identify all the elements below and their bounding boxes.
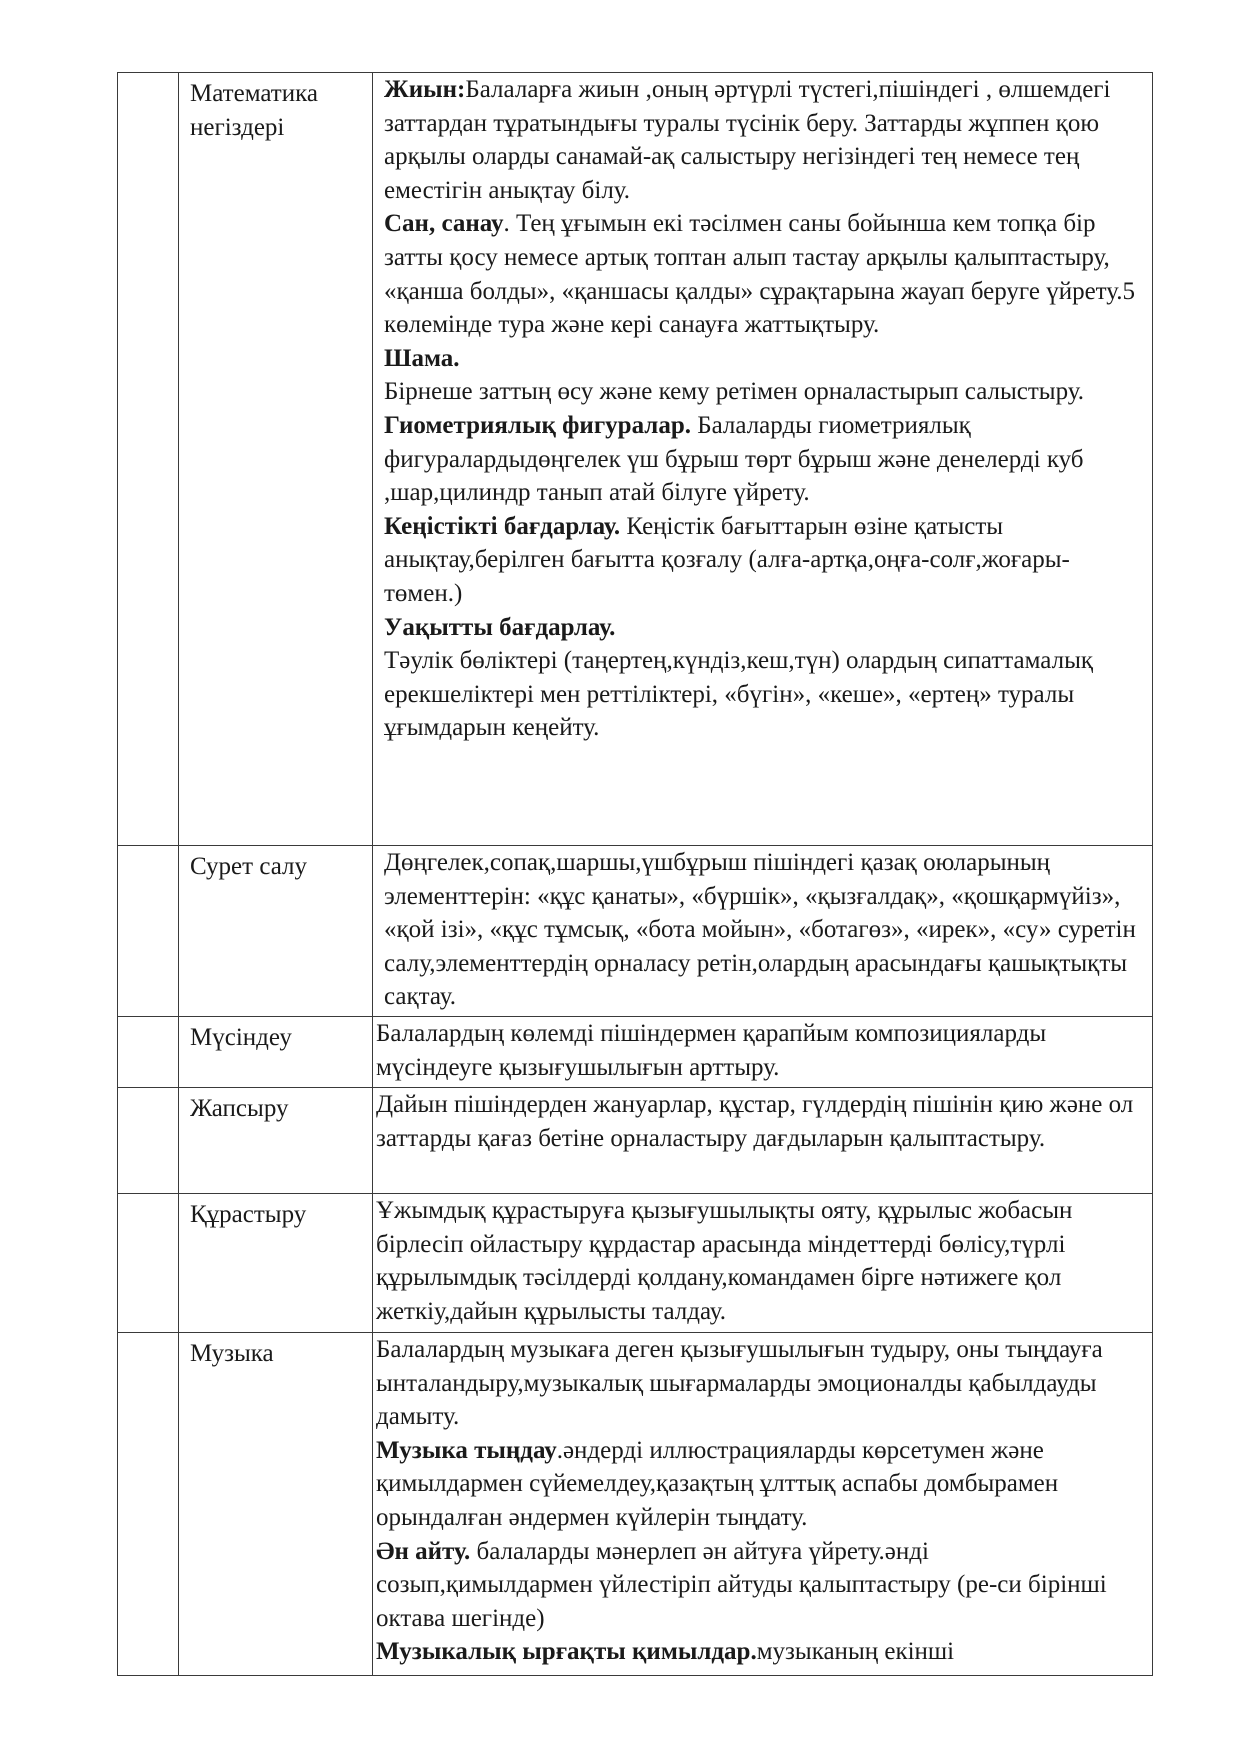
subject-label: Жапсыру [190, 1095, 289, 1122]
subject-cell [179, 1088, 373, 1194]
bold-heading: Музыка тыңдау [376, 1436, 557, 1464]
paragraph-text: Бірнеше заттың өсу және кему ретімен орналастырып салыстыру. [384, 378, 1085, 406]
paragraph-text: Дайын пішіндерден жануарлар, құстар, гүлдердің пішінін қию және ол заттарды қағаз бетіне орналастыру дағдыларын қалыптастыру. [376, 1091, 1134, 1152]
paragraph [376, 1434, 1146, 1535]
empty-cell [118, 846, 179, 1017]
empty-cell [118, 1017, 179, 1088]
paragraph [384, 342, 1146, 376]
table-row [118, 1088, 1153, 1194]
table-row [118, 73, 1153, 846]
paragraph [384, 644, 1146, 745]
empty-cell [118, 1088, 179, 1194]
subject-label: Мүсіндеу [190, 1024, 292, 1051]
subject-cell [179, 73, 373, 846]
empty-cell [118, 1194, 179, 1333]
bold-heading: Гиометриялық фигуралар. [384, 411, 691, 439]
paragraph [384, 409, 1146, 510]
paragraph-text: музыканың екінші [756, 1638, 955, 1666]
paragraph [376, 1535, 1146, 1636]
paragraph [384, 375, 1146, 409]
empty-cell [118, 1333, 179, 1676]
paragraph [376, 1333, 1146, 1434]
paragraph-text: Балалардың көлемді пішіндермен қарапйым композицияларды мүсіндеуге қызығушылығын арттыру. [376, 1020, 1047, 1081]
paragraph-text: Балалардың музыкаға деген қызығушылығын тудыру, оны тыңдауға ынталандыру,музыкалық шығармаларды эмоционалды қабылдауды дамыту. [376, 1336, 1103, 1431]
bold-heading: Сан, санау [384, 210, 504, 238]
subject-label: Сурет салу [190, 853, 308, 880]
content-cell [373, 846, 1153, 1017]
content-cell [373, 1333, 1153, 1676]
bold-heading: Уақытты бағдарлау. [384, 613, 616, 641]
subject-cell [179, 1333, 373, 1676]
paragraph [384, 846, 1146, 1014]
table-row [118, 846, 1153, 1017]
curriculum-table-page [117, 72, 1153, 1676]
paragraph [384, 207, 1146, 341]
subject-label: Құрастыру [190, 1201, 307, 1228]
empty-cell [118, 73, 179, 846]
paragraph [376, 1017, 1146, 1084]
bold-heading: Кеңістікті бағдарлау. [384, 512, 621, 540]
bold-heading: Жиын: [384, 76, 466, 103]
paragraph-text: .әндерді иллюстрацияларды көрсетумен және қимылдармен сүйемелдеу,қазақтың ұлттық аспабы домбырамен орындалған әндермен күйлерін тыңдату. [376, 1436, 1059, 1531]
bold-heading: Музыкалық ырғақты қимылдар. [376, 1638, 757, 1666]
paragraph [376, 1635, 1146, 1669]
paragraph-text: Балаларды гиометриялық фигуралардыдөңгелек үш бұрыш төрт бұрыш және денелерді куб ,шар,цилиндр танып атай білуге үйрету. [384, 411, 1084, 507]
paragraph [376, 1088, 1146, 1155]
content-cell [373, 1017, 1153, 1088]
paragraph-text: . Тең ұғымын екі тәсілмен саны бойынша кем топқа бір затты қосу немесе артық топтан алып тастау арқылы қалыптастыру, «қанша болды», «қаншасы қалды» сұрақтарына жауап беруге үйрету.5 көлемінде тура және кері санауға жаттықтыру. [384, 210, 1136, 339]
subject-cell [179, 1017, 373, 1088]
paragraph [384, 611, 1146, 645]
content-cell [373, 1088, 1153, 1194]
content-cell [373, 1194, 1153, 1333]
paragraph [384, 73, 1146, 207]
paragraph-text: Дөңгелек,сопақ,шаршы,үшбұрыш пішіндегі қазақ оюларының элементтерін: «құс қанаты», «бүршік», «қызғалдақ», «қошқармүйіз», «қой ізі», «құс тұмсық, «бота мойын», «ботагөз», «ирек», «су» суретін салу,элементтердің орналасу ретін,олардың арасындағы қашықтықты сақтау. [384, 849, 1136, 1011]
curriculum-table [117, 72, 1153, 1676]
paragraph [384, 510, 1146, 611]
paragraph-text: Тәулік бөліктері (таңертең,күндіз,кеш,түн) олардың сипаттамалық ерекшеліктері мен реттіліктері, «бүгін», «кеше», «ертең» туралы ұғымдарын кеңейту. [384, 647, 1094, 742]
subject-label: Музыка [190, 1340, 274, 1367]
paragraph-text: Ұжымдық құрастыруға қызығушылықты ояту, құрылыс жобасын бірлесіп ойластыру құрдастар арасында міндеттерді бөлісу,түрлі құрылымдық тәсілдерді қолдану,командамен бірге нәтижеге қол жеткіу,дайын құрылысты талдау. [376, 1197, 1073, 1325]
paragraph-text: Кеңістік бағыттарын өзіне қатысты анықтау,берілген бағытта қозғалу (алға-артқа,оңға-солғ,жоғары-төмен.) [384, 512, 1070, 607]
bold-heading: Шама. [384, 344, 460, 372]
subject-cell [179, 1194, 373, 1333]
paragraph-text: балаларды мәнерлеп ән айтуға үйрету.әнді созып,қимылдармен үйлестіріп айтуды қалыптастыру (ре-си бірінші октава шегінде) [376, 1537, 1107, 1632]
subject-label: Математика негіздері [190, 80, 318, 141]
subject-cell [179, 846, 373, 1017]
table-row [118, 1194, 1153, 1333]
paragraph-text: Балаларға жиын ,оның әртүрлі түстегі,пішіндегі , өлшемдегі заттардан тұратындығы туралы түсінік беру. Заттарды жұппен қою арқылы оларды санамай-ақ салыстыру негізіндегі тең немесе тең еместігін анықтау білу. [384, 76, 1111, 204]
bold-heading: Ән айту. [376, 1537, 471, 1565]
content-cell [373, 73, 1153, 846]
paragraph [376, 1194, 1146, 1328]
table-row [118, 1017, 1153, 1088]
table-row [118, 1333, 1153, 1676]
